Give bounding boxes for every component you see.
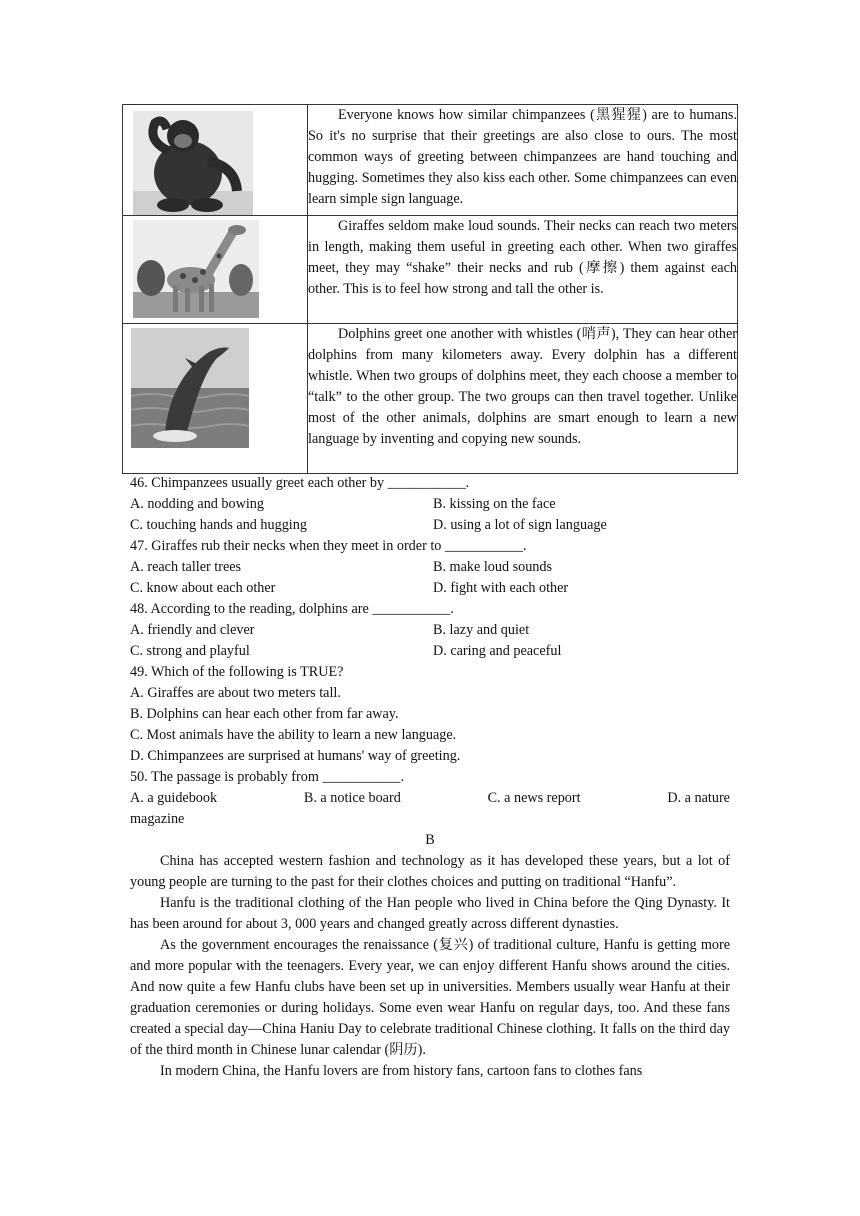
image-cell <box>123 216 308 324</box>
passage-paragraph: In modern China, the Hanfu lovers are from history fans, cartoon fans to clothes fans <box>160 1063 643 1079</box>
option-c: C. know about each other <box>130 580 276 596</box>
options-row <box>130 578 730 599</box>
question-49: 49. Which of the following is TRUE? <box>130 664 344 680</box>
option-a: A. Giraffes are about two meters tall. <box>130 685 341 701</box>
question-46: 46. Chimpanzees usually greet each other by ___________. <box>130 475 470 491</box>
question-48: 48. According to the reading, dolphins are ___________. <box>130 601 454 617</box>
table-row <box>123 324 738 474</box>
chimpanzee-paragraph: Everyone knows how similar chimpanzees (黑猩猩) are to humans. So it's no surprise that their greetings are also close to ours. The most common ways of greeting between chimpanzees are hand touching and hugging. Sometimes they also kiss each other. Some chimpanzees can even learn simple sign language. <box>308 105 738 216</box>
options-row <box>130 788 730 809</box>
option-d: D. caring and peaceful <box>433 643 562 659</box>
options-row <box>130 620 730 641</box>
option-d-continued: magazine <box>130 811 185 827</box>
passage-paragraph: China has accepted western fashion and technology as it has developed these years, but a lot of young people are turning to the past for their clothes choices and putting on traditional “Hanfu”. <box>130 853 730 890</box>
table-row <box>123 105 738 216</box>
table-row <box>123 216 738 324</box>
option-d: D. using a lot of sign language <box>433 517 607 533</box>
questions-section <box>130 473 730 1082</box>
question-47: 47. Giraffes rub their necks when they meet in order to ___________. <box>130 538 527 554</box>
option-a: A. nodding and bowing <box>130 496 264 512</box>
chimpanzee-photo <box>133 111 253 215</box>
question-50: 50. The passage is probably from ___________. <box>130 769 404 785</box>
image-cell <box>123 105 308 216</box>
dolphin-photo <box>131 328 249 448</box>
options-row <box>130 557 730 578</box>
dolphin-paragraph: Dolphins greet one another with whistles (哨声), They can hear other dolphins from many kilometers away. Every dolphin has a different whistle. When two groups of dolphins meet, they each choose a member to “talk” to the other group. The two groups can then travel together. Unlike most of the other animals, dolphins are smart enough to learn a new language by inventing and copying new sounds. <box>308 324 738 474</box>
option-c: C. Most animals have the ability to learn a new language. <box>130 727 457 743</box>
options-row <box>130 515 730 536</box>
option-b: B. kissing on the face <box>433 496 556 512</box>
option-b: B. a notice board <box>303 790 401 806</box>
option-d: D. Chimpanzees are surprised at humans' way of greeting. <box>130 748 461 764</box>
option-c: C. a news report <box>487 790 581 806</box>
option-a: A. friendly and clever <box>130 622 255 638</box>
option-b: B. make loud sounds <box>433 559 553 575</box>
option-c: C. touching hands and hugging <box>130 517 307 533</box>
option-d: D. fight with each other <box>433 580 569 596</box>
option-d: D. a nature <box>667 790 730 806</box>
option-a: A. a guidebook <box>130 790 218 806</box>
options-row <box>130 641 730 662</box>
section-heading: B <box>425 832 435 848</box>
giraffe-paragraph: Giraffes seldom make loud sounds. Their necks can reach two meters in length, making them useful in greeting each other. When two giraffes meet, they may “shake” their necks and rub (摩擦) them against each other. This is to feel how strong and tall the other is. <box>308 216 738 324</box>
passage-paragraph: Hanfu is the traditional clothing of the Han people who lived in China before the Qing Dynasty. It has been around for about 3, 000 years and changed greatly across different dynasties. <box>130 895 730 932</box>
giraffe-photo <box>133 220 259 318</box>
image-cell <box>123 324 308 474</box>
animal-greetings-table <box>122 104 738 474</box>
passage-paragraph: As the government encourages the renaissance (复兴) of traditional culture, Hanfu is getting more and more popular with the teenagers. Every year, we can enjoy different Hanfu shows around the cities. And now quite a few Hanfu clubs have been set up in universities. Members usually wear Hanfu at their graduation ceremonies or during holidays. Some even wear Hanfu on regular days, too. And these fans created a special day—China Haniu Day to celebrate traditional Chinese clothing. It falls on the third day of the third month in Chinese lunar calendar (阴历). <box>130 937 730 1058</box>
option-b: B. Dolphins can hear each other from far away. <box>130 706 399 722</box>
option-c: C. strong and playful <box>130 643 250 659</box>
option-b: B. lazy and quiet <box>433 622 530 638</box>
options-row <box>130 494 730 515</box>
option-a: A. reach taller trees <box>130 559 242 575</box>
